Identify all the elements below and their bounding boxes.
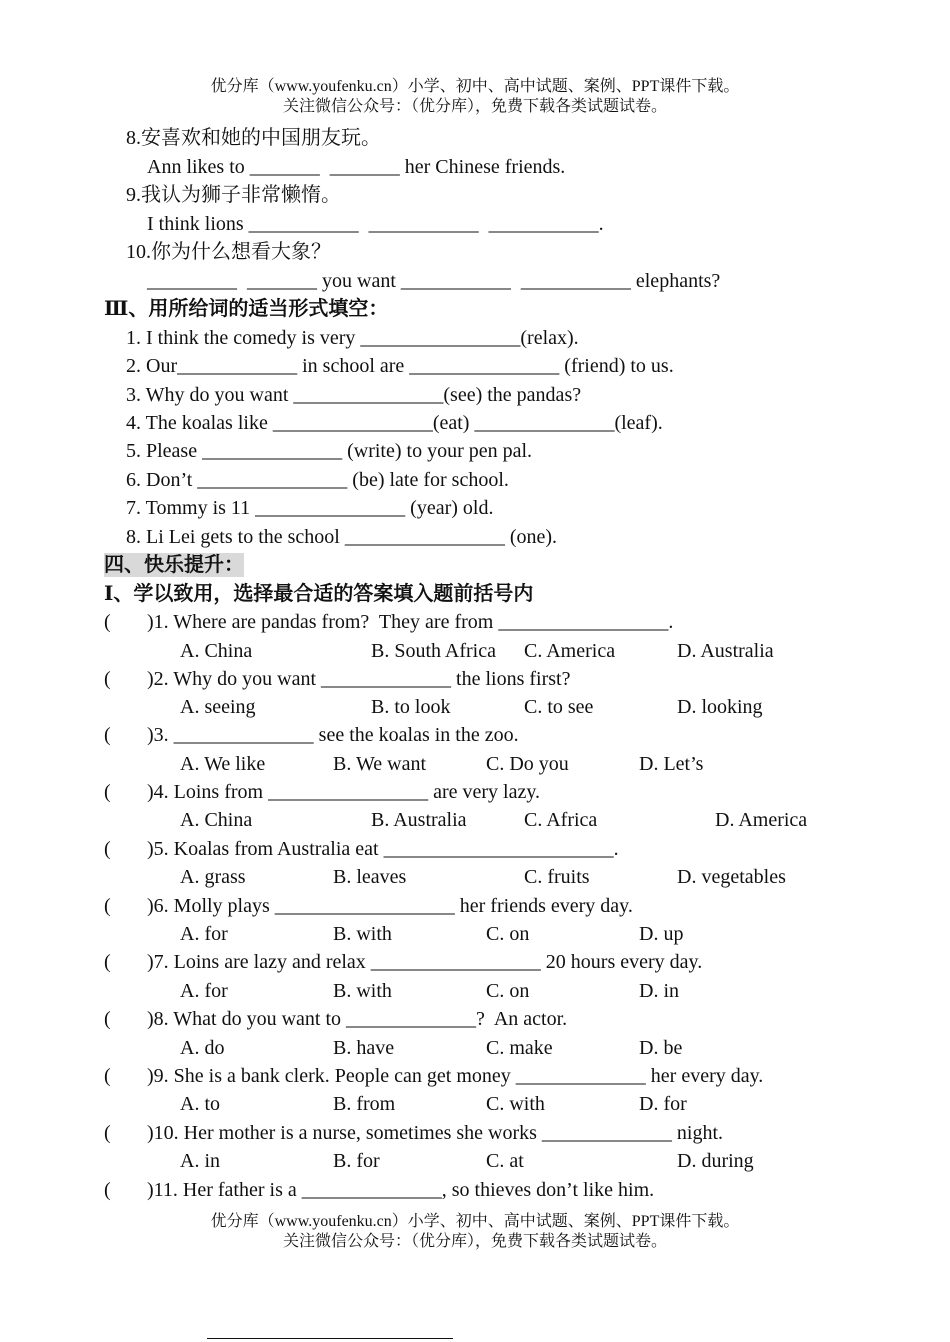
question-3: )3. ______________ see the koalas in the zoo. bbox=[147, 724, 519, 746]
answer-paren-9: ( bbox=[104, 1065, 111, 1087]
option-2d: D. looking bbox=[677, 696, 763, 718]
option-9c: C. with bbox=[486, 1093, 545, 1115]
option-1a: A. China bbox=[180, 640, 253, 662]
option-9d: D. for bbox=[639, 1093, 687, 1115]
option-10c: C. at bbox=[486, 1150, 524, 1172]
option-3a: A. We like bbox=[180, 753, 266, 775]
question-11: )11. Her father is a ______________, so thieves don’t like him. bbox=[147, 1179, 655, 1201]
option-8c: C. make bbox=[486, 1037, 553, 1059]
fill-item-1: 1. I think the comedy is very ________________(relax). bbox=[126, 327, 579, 349]
option-6c: C. on bbox=[486, 923, 530, 945]
answer-paren-2: ( bbox=[104, 668, 111, 690]
option-6b: B. with bbox=[333, 923, 392, 945]
question-7: )7. Loins are lazy and relax _________________ 20 hours every day. bbox=[147, 951, 703, 973]
footer-rule bbox=[207, 1338, 453, 1339]
fill-item-8: 8. Li Lei gets to the school ________________ (one). bbox=[126, 526, 558, 548]
section-3-title: Ⅲ、用所给词的适当形式填空： bbox=[104, 298, 389, 320]
option-7c: C. on bbox=[486, 980, 530, 1002]
answer-paren-3: ( bbox=[104, 724, 111, 746]
option-7a: A. for bbox=[180, 980, 228, 1002]
option-1c: C. America bbox=[524, 640, 616, 662]
option-10d: D. during bbox=[677, 1150, 754, 1172]
question-2: )2. Why do you want _____________ the lions first? bbox=[147, 668, 571, 690]
fill-item-4: 4. The koalas like ________________(eat) ______________(leaf). bbox=[126, 412, 663, 434]
option-3d: D. Let’s bbox=[639, 753, 704, 775]
option-4d: D. America bbox=[715, 809, 808, 831]
answer-paren-1: ( bbox=[104, 611, 111, 633]
answer-paren-5: ( bbox=[104, 838, 111, 860]
option-2a: A. seeing bbox=[180, 696, 256, 718]
option-3b: B. We want bbox=[333, 753, 427, 775]
question-10: )10. Her mother is a nurse, sometimes she works _____________ night. bbox=[147, 1122, 724, 1144]
question-4: )4. Loins from ________________ are very lazy. bbox=[147, 781, 541, 803]
option-3c: C. Do you bbox=[486, 753, 569, 775]
option-7d: D. in bbox=[639, 980, 679, 1002]
question-8: )8. What do you want to _____________? An actor. bbox=[147, 1008, 568, 1030]
option-4b: B. Australia bbox=[371, 809, 467, 831]
answer-paren-6: ( bbox=[104, 895, 111, 917]
option-2b: B. to look bbox=[371, 696, 451, 718]
section-4-title: 四、快乐提升： bbox=[104, 554, 244, 576]
option-8a: A. do bbox=[180, 1037, 225, 1059]
option-9a: A. to bbox=[180, 1093, 220, 1115]
option-9b: B. from bbox=[333, 1093, 396, 1115]
option-6d: D. up bbox=[639, 923, 684, 945]
question-6: )6. Molly plays __________________ her friends every day. bbox=[147, 895, 633, 917]
option-1b: B. South Africa bbox=[371, 640, 496, 662]
footer-line-1: 优分库（www.youfenku.cn）小学、初中、高中试题、案例、PPT课件下载。 bbox=[210, 1213, 740, 1230]
translation-en-9: I think lions ___________ ___________ ___________. bbox=[147, 213, 604, 235]
translation-en-10: _________ _______ you want ___________ ___________ elephants? bbox=[147, 270, 721, 292]
option-10b: B. for bbox=[333, 1150, 380, 1172]
option-7b: B. with bbox=[333, 980, 392, 1002]
fill-item-6: 6. Don’t _______________ (be) late for school. bbox=[126, 469, 509, 491]
header-line-1: 优分库（www.youfenku.cn）小学、初中、高中试题、案例、PPT课件下载。 bbox=[210, 78, 740, 95]
answer-paren-11: ( bbox=[104, 1179, 111, 1201]
answer-paren-10: ( bbox=[104, 1122, 111, 1144]
option-8b: B. have bbox=[333, 1037, 395, 1059]
option-5a: A. grass bbox=[180, 866, 246, 888]
option-2c: C. to see bbox=[524, 696, 594, 718]
footer-line-2: 关注微信公众号：（优分库），免费下载各类试题试卷。 bbox=[282, 1233, 667, 1250]
translation-cn-9: 9.我认为狮子非常懒惰。 bbox=[126, 184, 341, 206]
option-5c: C. fruits bbox=[524, 866, 590, 888]
fill-item-3: 3. Why do you want _______________(see) the pandas? bbox=[126, 384, 582, 406]
question-5: )5. Koalas from Australia eat _______________________. bbox=[147, 838, 619, 860]
option-10a: A. in bbox=[180, 1150, 220, 1172]
fill-item-7: 7. Tommy is 11 _______________ (year) old. bbox=[126, 497, 494, 519]
option-6a: A. for bbox=[180, 923, 228, 945]
question-9: )9. She is a bank clerk. People can get money _____________ her every day. bbox=[147, 1065, 764, 1087]
option-5d: D. vegetables bbox=[677, 866, 786, 888]
header-line-2: 关注微信公众号：（优分库），免费下载各类试题试卷。 bbox=[282, 98, 667, 115]
question-1: )1. Where are pandas from? They are from _________________. bbox=[147, 611, 674, 633]
option-5b: B. leaves bbox=[333, 866, 407, 888]
fill-item-5: 5. Please ______________ (write) to your pen pal. bbox=[126, 440, 533, 462]
translation-cn-8: 8.安喜欢和她的中国朋友玩。 bbox=[126, 127, 381, 149]
option-8d: D. be bbox=[639, 1037, 683, 1059]
option-4a: A. China bbox=[180, 809, 253, 831]
answer-paren-7: ( bbox=[104, 951, 111, 973]
answer-paren-4: ( bbox=[104, 781, 111, 803]
option-1d: D. Australia bbox=[677, 640, 774, 662]
section-4-subtitle: Ⅰ、学以致用，选择最合适的答案填入题前括号内 bbox=[104, 583, 534, 605]
fill-item-2: 2. Our____________ in school are _______________ (friend) to us. bbox=[126, 355, 674, 377]
answer-paren-8: ( bbox=[104, 1008, 111, 1030]
translation-cn-10: 10.你为什么想看大象？ bbox=[126, 241, 331, 263]
option-4c: C. Africa bbox=[524, 809, 598, 831]
translation-en-8: Ann likes to _______ _______ her Chinese friends. bbox=[147, 156, 566, 178]
